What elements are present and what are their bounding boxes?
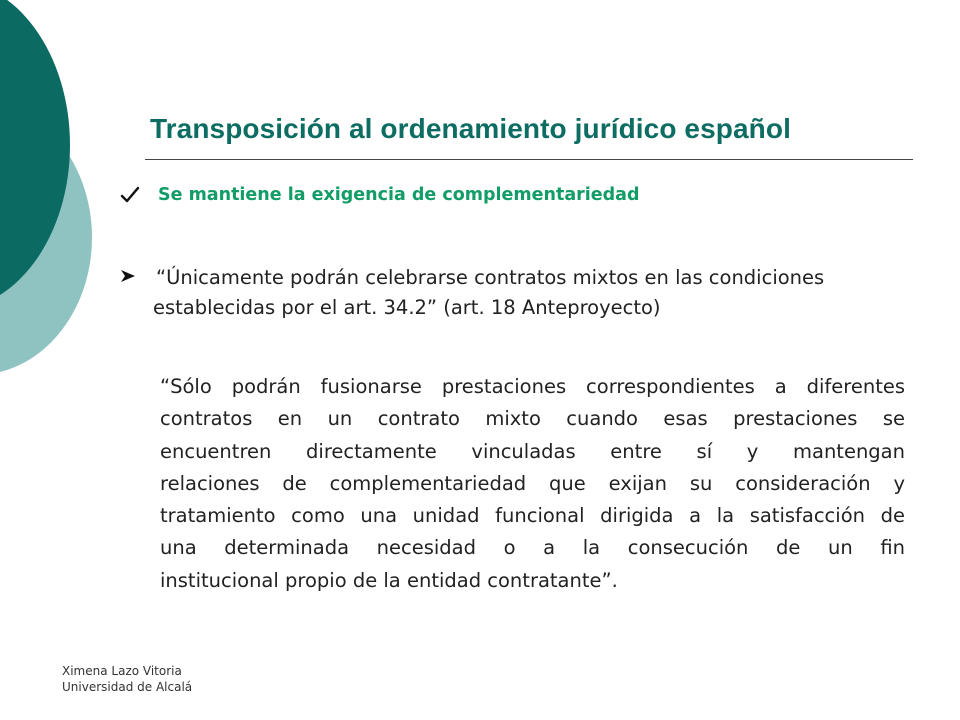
arrow-icon [120, 269, 136, 283]
footer [62, 663, 192, 695]
quote-line: contratos en un contrato mixto cuando esas prestaciones se [160, 407, 905, 431]
footer-institution: Universidad de Alcalá [62, 680, 193, 694]
bullet-line: establecidas por el art. 34.2” (art. 18 Anteproyecto) [153, 296, 661, 319]
quote-line: relaciones de complementariedad que exijan su consideración y [160, 471, 905, 495]
bullet-line: “Únicamente podrán celebrarse contratos mixtos en las condiciones [156, 266, 825, 289]
quote-line: tratamiento como una unidad funcional dirigida a la satisfacción de [160, 504, 905, 528]
check-icon [120, 185, 140, 205]
quote-line: institucional propio de la entidad contratante”. [160, 568, 618, 592]
title-underline [145, 159, 913, 160]
footer-author: Ximena Lazo Vitoria [62, 664, 182, 678]
slide-title: Transposición al ordenamiento jurídico español [150, 113, 791, 144]
quoted-article-text [160, 371, 905, 597]
quote-line: “Sólo podrán fusionarse prestaciones correspondientes a diferentes [160, 375, 905, 398]
bullet-text [153, 263, 910, 323]
quote-line: una determinada necesidad o a la consecución de un fin [160, 536, 905, 560]
quote-line: encuentren directamente vinculadas entre sí y mantengan [160, 439, 905, 463]
bullet-complementariedad [120, 185, 640, 205]
bullet-text: Se mantiene la exigencia de complementariedad [158, 185, 640, 205]
bullet-contratos-mixtos [120, 263, 910, 323]
